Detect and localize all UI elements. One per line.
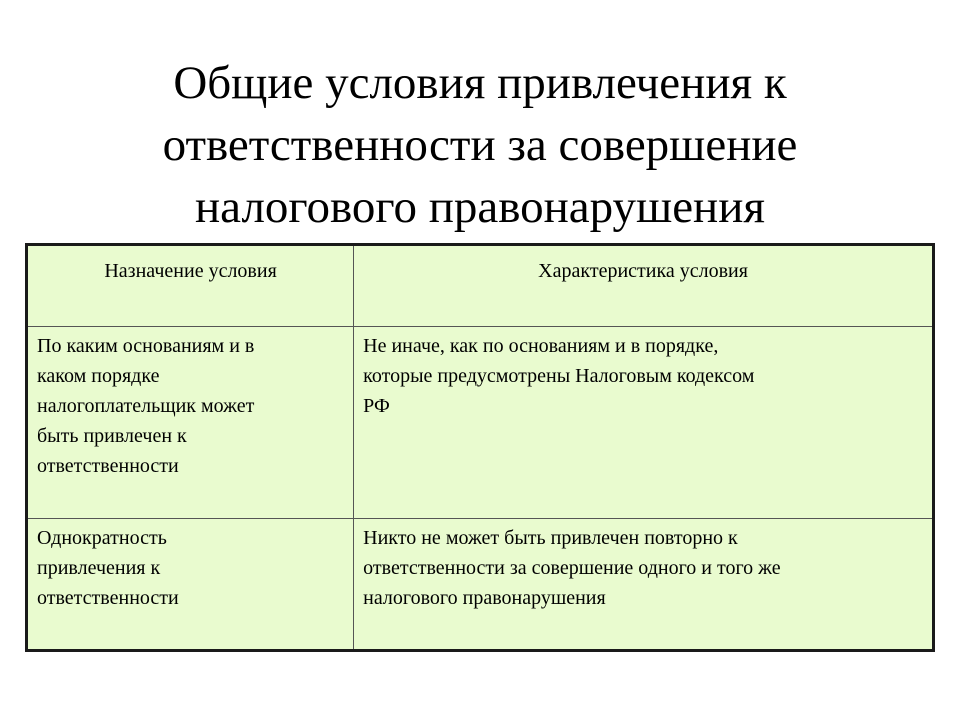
title-line-3: налогового правонарушения [195,181,765,233]
cell-line: каком порядке [37,365,160,387]
cell-line: которые предусмотрены Налоговым кодексом [363,365,755,387]
header-cell-characteristic: Характеристика условия [354,245,934,327]
cell-line: ответственности [37,455,179,477]
condition-description-cell [354,519,934,651]
slide-title [60,52,900,238]
table-header-row [27,245,934,327]
conditions-table [25,243,935,652]
cell-line: Однократность [37,527,167,549]
cell-line: ответственности за совершение одного и того же [363,557,781,579]
condition-description-cell [354,327,934,519]
title-line-2: ответственности за совершение [162,119,798,171]
condition-name-cell [27,519,354,651]
condition-name-cell [27,327,354,519]
cell-line: Никто не может быть привлечен повторно к [363,527,738,549]
cell-line: РФ [363,395,390,417]
cell-line: Не иначе, как по основаниям и в порядке, [363,335,719,357]
cell-line: ответственности [37,587,179,609]
header-cell-purpose: Назначение условия [27,245,354,327]
table-row [27,327,934,519]
cell-line: налогового правонарушения [363,587,606,609]
table-row [27,519,934,651]
cell-line: налогоплательщик может [37,395,255,417]
cell-line: По каким основаниям и в [37,335,255,357]
cell-line: привлечения к [37,557,161,579]
cell-line: быть привлечен к [37,425,187,447]
title-line-1: Общие условия привлечения к [173,57,787,109]
